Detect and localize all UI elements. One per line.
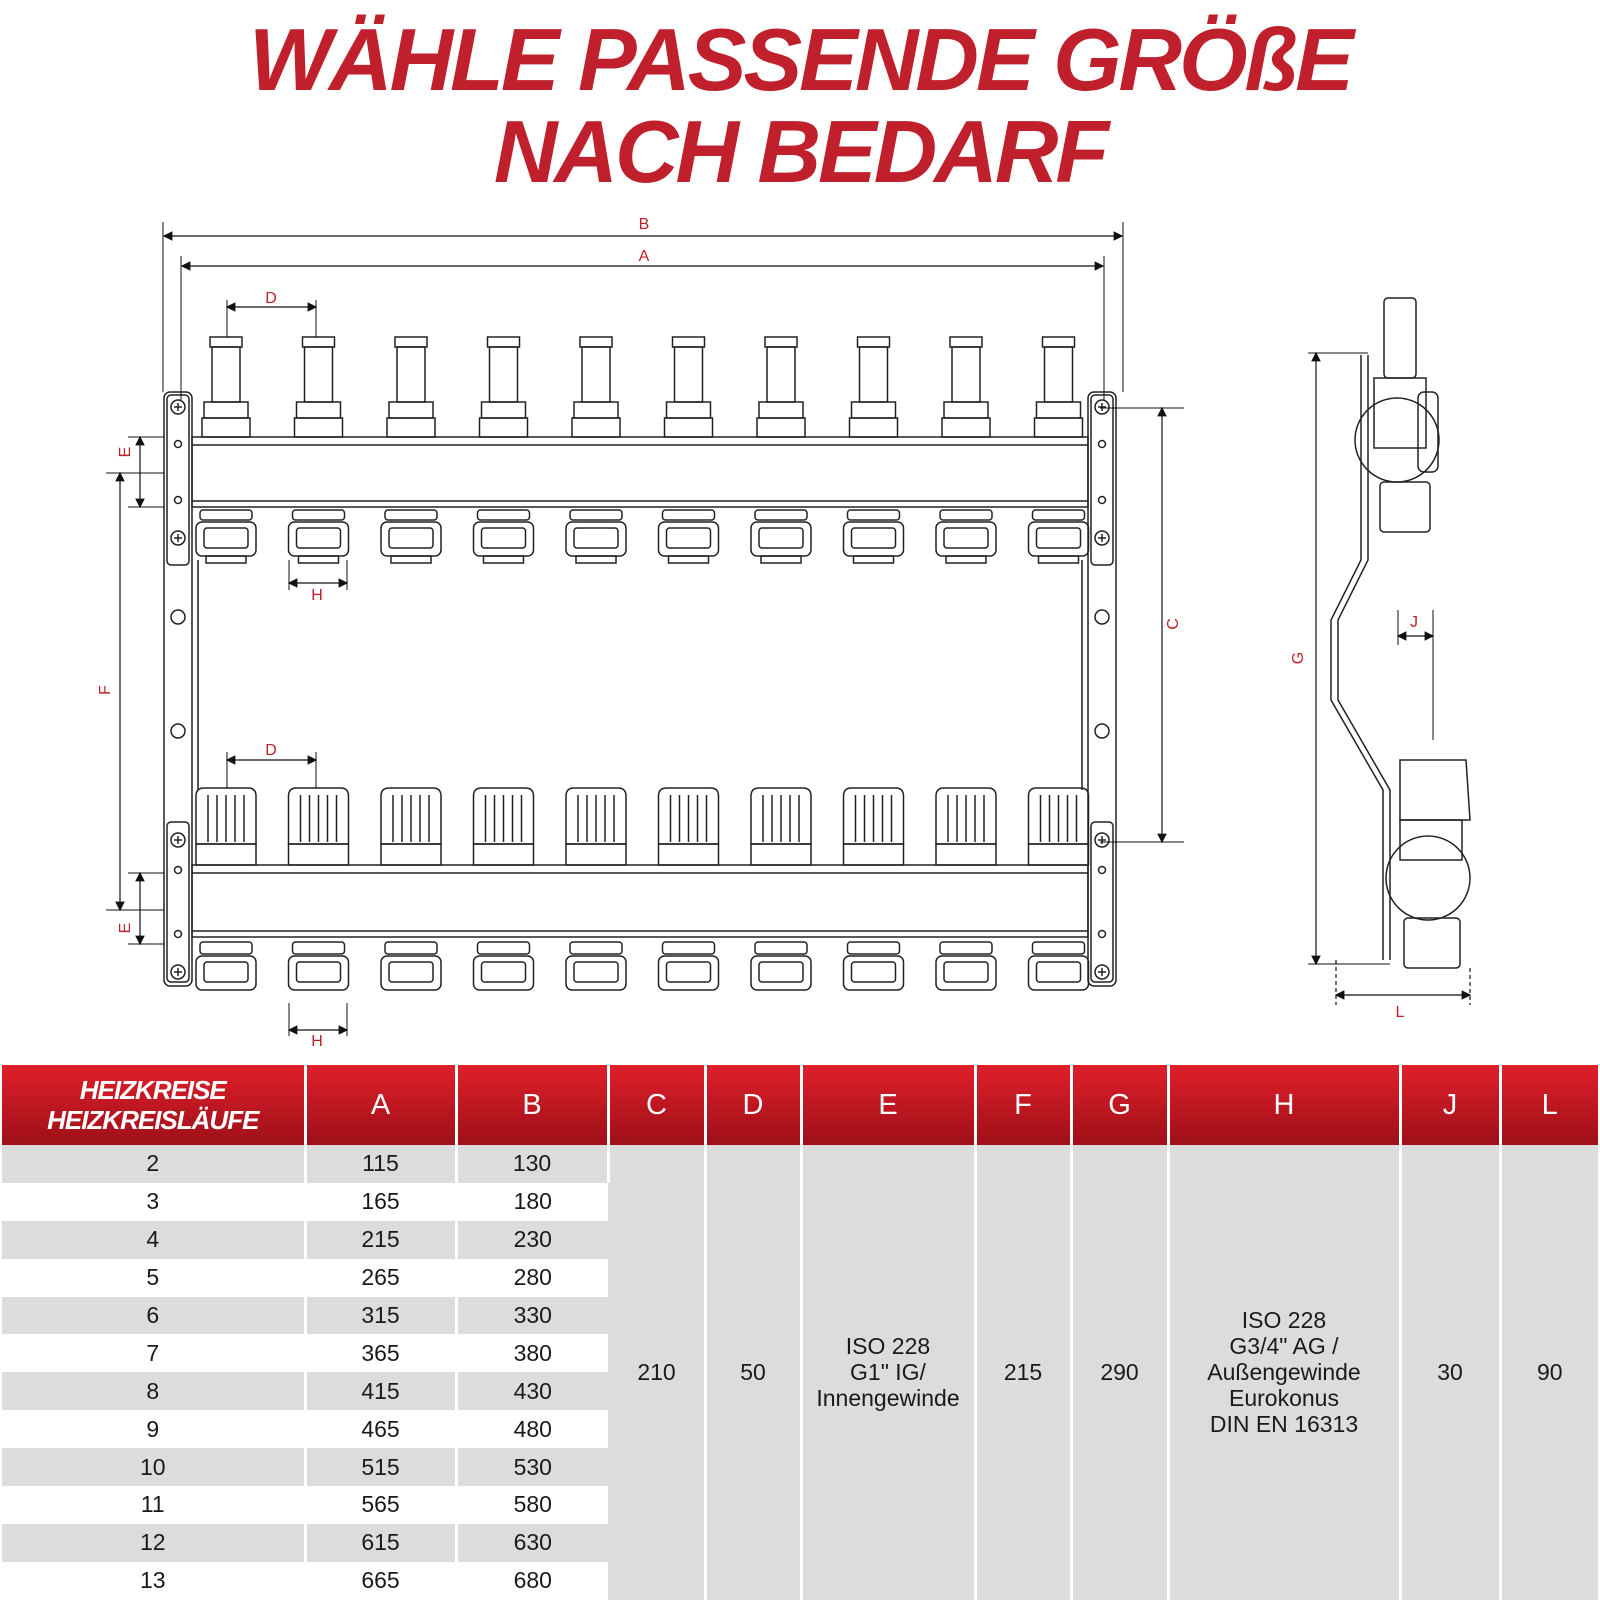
cell-circuits: 7 (2, 1334, 305, 1372)
dimension-label-e-top: E (117, 446, 134, 458)
outlet-ring (204, 962, 248, 982)
meter-cap (303, 337, 335, 347)
outlet-fitting (474, 956, 534, 990)
outlet-nut (478, 510, 530, 520)
meter-base (665, 418, 713, 437)
header-l: L (1500, 1065, 1598, 1145)
dimension-label-f: F (97, 685, 114, 695)
outlet-ring (759, 528, 803, 548)
outlet-nut (200, 510, 252, 520)
cell-b: 280 (456, 1259, 608, 1297)
cell-a: 415 (305, 1372, 456, 1410)
header-j: J (1400, 1065, 1500, 1145)
side-outlet-top (1380, 482, 1430, 532)
flow-meter (952, 347, 980, 402)
meter-nut (389, 402, 433, 418)
flow-meter (305, 347, 333, 402)
cell-g-shared: 290 (1071, 1145, 1168, 1600)
valve-cap-base (1029, 844, 1089, 865)
meter-cap (858, 337, 890, 347)
manifold-front-view (164, 337, 1116, 990)
outlet-ring (852, 962, 896, 982)
meter-nut (574, 402, 618, 418)
meter-base (757, 418, 805, 437)
outlet-tip (946, 556, 986, 563)
mount-hole-icon (171, 724, 185, 738)
outlet-tip (761, 556, 801, 563)
rivet-icon (175, 497, 182, 504)
dimension-label-a: A (638, 248, 650, 265)
cell-circuits: 4 (2, 1221, 305, 1259)
cell-a: 365 (305, 1334, 456, 1372)
outlet-nut (385, 510, 437, 520)
side-flow-meter (1384, 298, 1416, 378)
side-ball-bottom (1386, 836, 1470, 920)
bracket-plate-bottom (1091, 822, 1113, 982)
dimension-label-b: B (638, 216, 650, 233)
cell-e-line: G1" IG/ (850, 1359, 926, 1386)
flow-meter (1045, 347, 1073, 402)
cell-circuits: 2 (2, 1145, 305, 1183)
outlet-nut (848, 942, 900, 954)
cell-b: 230 (456, 1221, 608, 1259)
cell-h-line: Außengewinde (1207, 1359, 1361, 1386)
header-f: F (975, 1065, 1071, 1145)
outlet-fitting (474, 522, 534, 556)
cell-h-line: DIN EN 16313 (1209, 1411, 1359, 1438)
mount-hole-icon (171, 610, 185, 624)
rivet-icon (1099, 497, 1106, 504)
outlet-ring (204, 528, 248, 548)
valve-cap-base (751, 844, 811, 865)
cell-b: 180 (456, 1183, 608, 1221)
rivet-icon (175, 931, 182, 938)
cell-a: 665 (305, 1562, 456, 1600)
outlet-tip (484, 556, 524, 563)
dimension-label-e-bottom: E (117, 922, 134, 934)
rivet-icon (175, 867, 182, 874)
cell-b: 680 (456, 1562, 608, 1600)
rivet-icon (1099, 931, 1106, 938)
outlet-ring (1037, 962, 1081, 982)
cell-circuits: 8 (2, 1372, 305, 1410)
outlet-fitting (566, 956, 626, 990)
outlet-nut (478, 942, 530, 954)
flow-meter (490, 347, 518, 402)
valve-cap-base (196, 844, 256, 865)
meter-cap (1043, 337, 1075, 347)
dimension-label-c: C (1165, 618, 1182, 630)
meter-cap (488, 337, 520, 347)
cell-b: 580 (456, 1486, 608, 1524)
cell-l-shared: 90 (1500, 1145, 1598, 1600)
meter-nut (759, 402, 803, 418)
outlet-ring (667, 962, 711, 982)
cell-b: 530 (456, 1448, 608, 1486)
outlet-ring (852, 528, 896, 548)
valve-cap-base (474, 844, 534, 865)
outlet-fitting (289, 522, 349, 556)
manifold-technical-drawing (0, 200, 1600, 1050)
outlet-fitting (844, 522, 904, 556)
outlet-ring (389, 528, 433, 548)
cell-circuits: 13 (2, 1562, 305, 1600)
outlet-tip (576, 556, 616, 563)
rivet-icon (1099, 867, 1106, 874)
cell-a: 315 (305, 1297, 456, 1335)
cell-h-line: G3/4" AG / (1229, 1333, 1339, 1360)
mounting-bracket (1088, 392, 1116, 986)
mounting-bracket (164, 392, 192, 986)
dimension-label-j: J (1410, 614, 1418, 631)
outlet-fitting (196, 522, 256, 556)
header-circuits (2, 1065, 305, 1145)
outlet-nut (1033, 942, 1085, 954)
meter-nut (667, 402, 711, 418)
outlet-ring (1037, 528, 1081, 548)
meter-nut (482, 402, 526, 418)
outlet-nut (940, 510, 992, 520)
flow-meter (397, 347, 425, 402)
side-outlet-bottom (1404, 918, 1460, 968)
outlet-fitting (751, 522, 811, 556)
cell-b: 130 (456, 1145, 608, 1183)
dimension-label-h-bottom: H (311, 1033, 323, 1050)
side-cap-bottom (1400, 760, 1470, 820)
outlet-fitting (659, 956, 719, 990)
header-h: H (1168, 1065, 1400, 1145)
outlet-tip (391, 556, 431, 563)
flow-meter (860, 347, 888, 402)
cell-b: 480 (456, 1410, 608, 1448)
side-bracket-profile (1338, 355, 1390, 960)
outlet-nut (848, 510, 900, 520)
outlet-fitting (936, 956, 996, 990)
outlet-nut (200, 942, 252, 954)
table-row (2, 1145, 1598, 1183)
outlet-ring (944, 528, 988, 548)
cell-e-shared (801, 1145, 975, 1600)
flow-meter (767, 347, 795, 402)
outlet-fitting (751, 956, 811, 990)
outlet-tip (854, 556, 894, 563)
meter-cap (765, 337, 797, 347)
outlet-tip (669, 556, 709, 563)
header-e: E (801, 1065, 975, 1145)
cell-c-shared: 210 (608, 1145, 705, 1600)
cell-circuits: 9 (2, 1410, 305, 1448)
outlet-nut (293, 510, 345, 520)
outlet-tip (1039, 556, 1079, 563)
cell-circuits: 6 (2, 1297, 305, 1335)
cell-a: 165 (305, 1183, 456, 1221)
valve-cap-base (381, 844, 441, 865)
meter-base (387, 418, 435, 437)
outlet-fitting (381, 522, 441, 556)
meter-base (850, 418, 898, 437)
cell-circuits: 11 (2, 1486, 305, 1524)
meter-base (942, 418, 990, 437)
cell-circuits: 5 (2, 1259, 305, 1297)
outlet-fitting (844, 956, 904, 990)
meter-base (480, 418, 528, 437)
meter-cap (580, 337, 612, 347)
cell-a: 215 (305, 1221, 456, 1259)
outlet-ring (482, 528, 526, 548)
header-circuits-line-2: HEIZKREISLÄUFE (47, 1105, 259, 1135)
rivet-icon (175, 441, 182, 448)
cell-a: 565 (305, 1486, 456, 1524)
outlet-ring (759, 962, 803, 982)
meter-cap (395, 337, 427, 347)
outlet-fitting (566, 522, 626, 556)
outlet-fitting (381, 956, 441, 990)
mount-hole-icon (1095, 610, 1109, 624)
meter-cap (210, 337, 242, 347)
meter-nut (1037, 402, 1081, 418)
outlet-ring (574, 962, 618, 982)
meter-base (1035, 418, 1083, 437)
dimension-label-h-top: H (311, 587, 323, 604)
outlet-nut (663, 510, 715, 520)
mount-hole-icon (1095, 724, 1109, 738)
outlet-nut (755, 942, 807, 954)
cell-b: 380 (456, 1334, 608, 1372)
size-table (2, 1065, 1598, 1600)
page-title (0, 10, 1600, 201)
header-a: A (305, 1065, 456, 1145)
flow-meter (212, 347, 240, 402)
dimension-lines (106, 222, 1470, 1036)
header-circuits-line-1: HEIZKREISE (79, 1075, 226, 1105)
outlet-fitting (1029, 522, 1089, 556)
outlet-tip (299, 556, 339, 563)
manifold-bar (192, 865, 1088, 937)
outlet-ring (389, 962, 433, 982)
cell-circuits: 12 (2, 1524, 305, 1562)
side-bracket-profile (1331, 355, 1383, 960)
cell-a: 265 (305, 1259, 456, 1297)
cell-e-line: Innengewinde (816, 1385, 960, 1412)
meter-nut (944, 402, 988, 418)
cell-d-shared: 50 (705, 1145, 801, 1600)
outlet-ring (944, 962, 988, 982)
cell-b: 630 (456, 1524, 608, 1562)
outlet-nut (940, 942, 992, 954)
dimension-label-g: G (1290, 651, 1307, 665)
header-c: C (608, 1065, 705, 1145)
outlet-ring (667, 528, 711, 548)
dimension-label-d-bottom: D (265, 742, 277, 759)
meter-base (295, 418, 343, 437)
bracket-plate-bottom (167, 822, 189, 982)
title-line-2: NACH BEDARF (493, 102, 1107, 201)
cell-h-line: ISO 228 (1241, 1307, 1327, 1334)
header-g: G (1071, 1065, 1168, 1145)
cell-a: 515 (305, 1448, 456, 1486)
cell-h-shared (1168, 1145, 1400, 1600)
meter-cap (950, 337, 982, 347)
cell-j-shared: 30 (1400, 1145, 1500, 1600)
cell-a: 115 (305, 1145, 456, 1183)
outlet-tip (206, 556, 246, 563)
outlet-nut (570, 510, 622, 520)
outlet-fitting (659, 522, 719, 556)
cell-a: 465 (305, 1410, 456, 1448)
title-line-1: WÄHLE PASSENDE GRÖßE (248, 10, 1351, 109)
cell-e-line: ISO 228 (845, 1333, 931, 1360)
dimension-label-d-top: D (265, 290, 277, 307)
header-b: B (456, 1065, 608, 1145)
meter-cap (673, 337, 705, 347)
outlet-nut (385, 942, 437, 954)
outlet-nut (570, 942, 622, 954)
outlet-ring (574, 528, 618, 548)
meter-nut (297, 402, 341, 418)
dimension-label-l: L (1395, 1004, 1405, 1021)
outlet-nut (1033, 510, 1085, 520)
outlet-fitting (196, 956, 256, 990)
cell-b: 430 (456, 1372, 608, 1410)
manifold-side-view (1331, 298, 1470, 968)
cell-b: 330 (456, 1297, 608, 1335)
valve-cap-base (289, 844, 349, 865)
header-d: D (705, 1065, 801, 1145)
table-header-row (2, 1065, 1598, 1145)
manifold-bar (192, 437, 1088, 507)
outlet-ring (297, 528, 341, 548)
cell-circuits: 3 (2, 1183, 305, 1221)
outlet-fitting (289, 956, 349, 990)
cell-h-line: Eurokonus (1229, 1385, 1339, 1412)
outlet-nut (755, 510, 807, 520)
cell-f-shared: 215 (975, 1145, 1071, 1600)
outlet-fitting (1029, 956, 1089, 990)
meter-nut (852, 402, 896, 418)
outlet-ring (482, 962, 526, 982)
cell-a: 615 (305, 1524, 456, 1562)
outlet-nut (293, 942, 345, 954)
meter-nut (204, 402, 248, 418)
valve-cap-base (844, 844, 904, 865)
valve-cap-base (659, 844, 719, 865)
outlet-nut (663, 942, 715, 954)
outlet-ring (297, 962, 341, 982)
flow-meter (675, 347, 703, 402)
flow-meter (582, 347, 610, 402)
rivet-icon (1099, 441, 1106, 448)
outlet-fitting (936, 522, 996, 556)
meter-base (202, 418, 250, 437)
meter-base (572, 418, 620, 437)
cell-circuits: 10 (2, 1448, 305, 1486)
side-handle-top (1418, 392, 1438, 472)
valve-cap-base (566, 844, 626, 865)
valve-cap-base (936, 844, 996, 865)
